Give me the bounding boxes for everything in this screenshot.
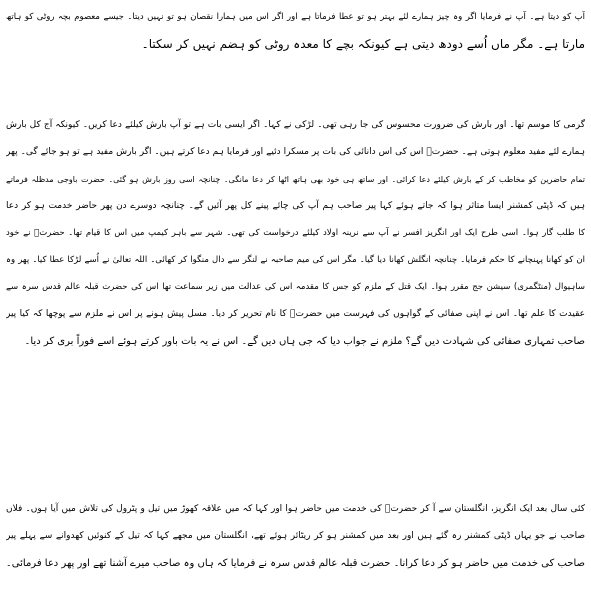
text-line: ان کو کھانا پہنچانے کا حکم فرمایا۔ چنانچہ انگلش کھانا دیا گیا۔ مگر اس کی میم صاحبہ نے لنگر سے دال منگوا کر کھائی۔ اللہ تعالیٰ نے اُسے لڑکا عطا کیا۔ پھر وہ	[6, 255, 585, 265]
text-line: ہمارے لئے مفید معلوم ہوتی ہے۔ حضرتؒ اس کی اس دانائی کی بات پر مسکرا دئیے اور فرمایا ہم دعا کرتے ہیں۔ اگر بارش مفید ہے تو ہو جائے گی۔ پھر	[6, 147, 585, 157]
text-line: ہیں کہ ڈپٹی کمشنر ایسا متاثر ہوا کہ جاتے ہوئے کہا پیر صاحب ہم آپ کی چائے پینے کل پھر آئیں گے۔ چنانچہ دوسرے دن پھر حاضر خدمت ہو کر دعا	[6, 201, 585, 211]
text-line: عقیدت کا علم تھا۔ اس نے اپنی صفائی کے گواہوں کی فہرست میں حضرتؒ کا نام تحریر کر دیا۔ مسل پیش ہونے پر اس نے ملزم سے پوچھا کہ کیا پیر	[6, 309, 585, 319]
text-line: صاحب کی خدمت میں حاضر ہو کر دعا کرانا۔ حضرت قبلہ عالم قدس سرہ نے فرمایا کہ ہاں وہ صاحب میرے آشنا تھے اور پھر دعا فرمائی۔	[6, 558, 585, 569]
text-line: ساہیوال (منٹگمری) سیشن جج مقرر ہوا۔ ایک قتل کے ملزم کو جس کا مقدمہ اس کی عدالت میں زیر سماعت تھا اس کی حضرت قبلہ عالم قدس سرہ سے	[6, 282, 585, 292]
paragraph-1	[6, 4, 585, 58]
text-line: صاحب نے جو یہاں ڈپٹی کمشنر رہ گئے ہیں اور بعد میں کمشنر ہو کر ریٹائر ہوئے تھے، انگلستان میں مجھے کہا کہ تیل کے کنوئیں کھدوانے سے پہلے پیر	[6, 531, 585, 541]
text-line: کئی سال بعد ایک انگریز، انگلستان سے آ کر حضرتؒ کی خدمت میں حاضر ہوا اور کہا کہ میں علاقہ کھوڑ میں تیل و پٹرول کی تلاش میں آیا ہوں۔ فلاں	[6, 504, 585, 514]
text-line: مارتا ہے۔ مگر ماں اُسے دودھ دیتی ہے کیونکہ بچے کا معدہ روٹی کو ہضم نہیں کر سکتا۔	[141, 37, 585, 51]
text-line: گرمی کا موسم تھا۔ اور بارش کی ضرورت محسوس کی جا رہی تھی۔ لڑکی نے کہا۔ اگر ایسی بات ہے تو آپ بارش کیلئے دعا کریں۔ کیونکہ آج کل بارش	[6, 120, 585, 130]
text-line: تمام حاضرین کو مخاطب کر کے بارش کیلئے دعا کرائی۔ اور ساتھ ہی خود بھی ہاتھ اٹھا کر دعا مانگی۔ چنانچہ اسی روز بارش ہو گئی۔ حضرت باوجی مدظلہ فرماتے	[6, 175, 585, 184]
paragraph-3	[6, 496, 585, 577]
text-line: آپ کو دیتا ہے۔ آپ نے فرمایا اگر وہ چیز ہمارے لئے بہتر ہو تو عطا فرماتا ہے اور اگر اس میں ہمارا نقصان ہو تو نہیں دیتا۔ جیسے معصوم بچہ روٹی کو ہاتھ	[6, 12, 585, 22]
text-line: صاحب تمہاری صفائی کی شہادت دیں گے؟ ملزم نے جواب دیا کہ جی ہاں دیں گے۔ اس نے یہ بات باور کرتے ہوئے اسے فوراً بری کر دیا۔	[24, 336, 585, 347]
text-line: کا طلب گار ہوا۔ اسی طرح ایک اور انگریز افسر نے آپ سے نرینہ اولاد کیلئے درخواست کی تھی۔ شہر سے باہر کیمپ میں اس کا قیام تھا۔ حضرتؒ نے خود	[6, 228, 585, 238]
paragraph-2	[6, 112, 585, 355]
